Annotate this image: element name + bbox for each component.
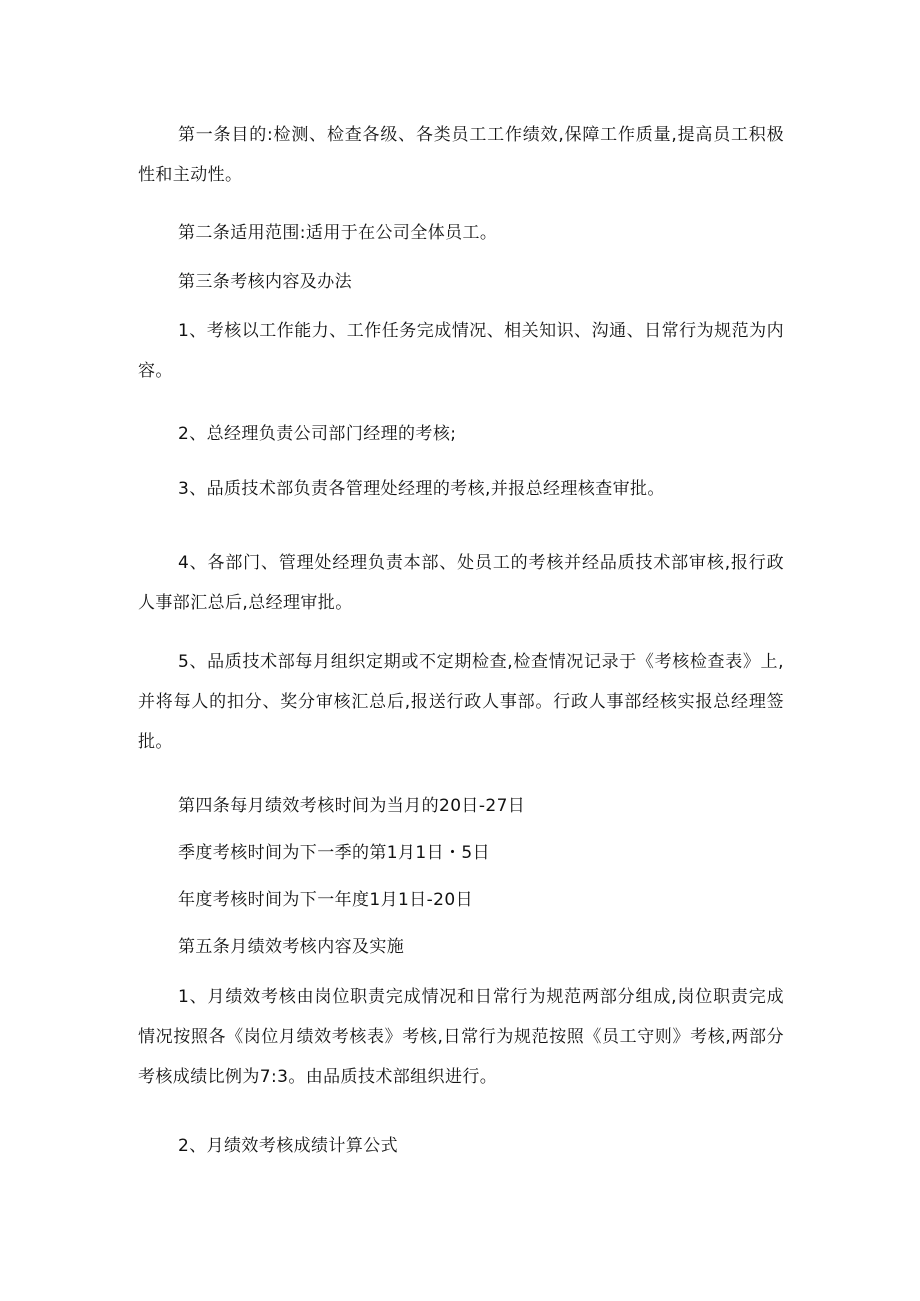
article-5-item-1: 1、月绩效考核由岗位职责完成情况和日常行为规范两部分组成,岗位职责完成情况按照各《岗位月绩效考核表》考核,日常行为规范按照《员工守则》考核,两部分考核成绩比例为7:3。由品质技术部组织进行。 — [138, 987, 784, 1087]
article-3-item-5: 5、品质技术部每月组织定期或不定期检查,检查情况记录于《考核检查表》上,并将每人的扣分、奖分审核汇总后,报送行政人事部。行政人事部经核实报总经理签批。 — [138, 652, 784, 752]
quarterly-time: 季度考核时间为下一季的第1月1日・5日 — [178, 843, 491, 863]
article-3-item-4: 4、各部门、管理处经理负责本部、处员工的考核并经品质技术部审核,报行政人事部汇总后,总经理审批。 — [138, 553, 784, 613]
article-5-heading: 第五条月绩效考核内容及实施 — [178, 937, 405, 957]
article-1-purpose: 第一条目的:检测、检查各级、各类员工工作绩效,保障工作质量,提高员工积极性和主动性。 — [138, 125, 784, 185]
article-3-item-3: 3、品质技术部负责各管理处经理的考核,并报总经理核查审批。 — [178, 479, 665, 499]
article-3-item-2: 2、总经理负责公司部门经理的考核; — [178, 424, 457, 444]
article-3-item-1: 1、考核以工作能力、工作任务完成情况、相关知识、沟通、日常行为规范为内容。 — [138, 321, 784, 381]
article-2-scope: 第二条适用范围:适用于在公司全体员工。 — [178, 223, 498, 243]
article-4-monthly-time: 第四条每月绩效考核时间为当月的20日-27日 — [178, 796, 526, 816]
article-3-heading: 第三条考核内容及办法 — [178, 272, 352, 292]
annual-time: 年度考核时间为下一年度1月1日-20日 — [178, 890, 473, 910]
article-5-item-2: 2、月绩效考核成绩计算公式 — [178, 1136, 399, 1156]
